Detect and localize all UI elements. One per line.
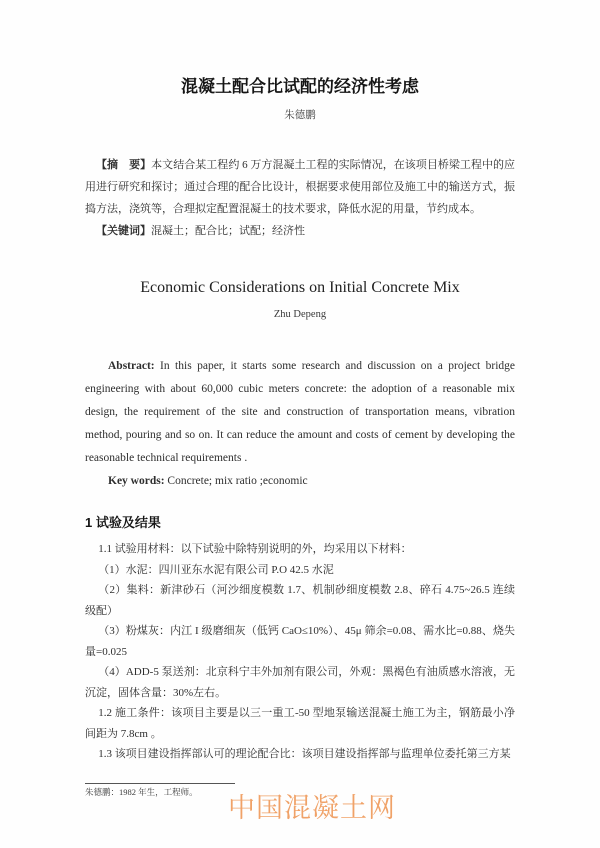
- paragraph-aggregate: （2）集料：新津砂石（河沙细度模数 1.7、机制砂细度模数 2.8、碎石 4.75~26.5 连续级配）: [85, 584, 515, 617]
- author-name-chinese: 朱德鹏: [284, 110, 316, 121]
- chinese-abstract-paragraph: [85, 154, 515, 220]
- english-keywords-label: Key words:: [108, 475, 165, 487]
- paragraph-construction-conditions: 1.2 施工条件：该项目主要是以三一重工-50 型地泵输送混凝土施工为主，钢筋最小净间距为 7.8cm 。: [85, 707, 515, 740]
- english-keywords-line: [85, 470, 515, 493]
- paragraph-cement: （1）水泥：四川亚东水泥有限公司 P.O 42.5 水泥: [98, 563, 334, 576]
- paragraph-pumping-agent: （4）ADD-5 泵送剂：北京科宁丰外加剂有限公司，外观：黑褐色有油质感水溶液，无沉淀，固体含量：30%左右。: [85, 666, 515, 699]
- paper-title-english: Economic Considerations on Initial Concrete Mix: [140, 279, 460, 296]
- english-abstract-block: [85, 355, 515, 493]
- author-footnote: 朱德鹏：1982 年生，工程师。: [85, 786, 198, 797]
- chinese-keywords-label: 【关键词】: [96, 225, 151, 237]
- english-abstract-paragraph: [85, 355, 515, 470]
- chinese-abstract-block: [85, 154, 515, 242]
- paragraph-theoretical-mix: 1.3 该项目建设指挥部认可的理论配合比：该项目建设指挥部与监理单位委托第三方某: [98, 748, 511, 760]
- paper-title-chinese: 混凝土配合比试配的经济性考虑: [181, 77, 419, 96]
- chinese-abstract-text: 本文结合某工程约 6 万方混凝土工程的实际情况，在该项目桥梁工程中的应用进行研究和探讨；通过合理的配合比设计，根据要求使用部位及施工中的输送方式，振捣方法，浇筑等，合理拟定配置混凝土的技术要求，降低水泥的用量，节约成本。: [85, 159, 516, 215]
- section-1-heading: 1 试验及结果: [85, 515, 161, 530]
- paragraph-fly-ash: （3）粉煤灰：内江 I 级磨细灰（低钙 CaO≤10%）、45μ 筛余=0.08、需水比=0.88、烧失量=0.025: [85, 625, 515, 658]
- english-keywords-text: Concrete; mix ratio ;economic: [164, 475, 308, 487]
- english-abstract-text: In this paper, it starts some research and discussion on a project bridge engineering with about 60,000 cubic meters concrete: the adoption of a reasonable mix design, the requirement of the site and construction of transportation means, vibration method, pouring and so on. It can reduce the amount and costs of cement by developing the reasonable technical requirements .: [85, 360, 515, 464]
- section-1-body: [85, 539, 515, 765]
- author-name-english: Zhu Depeng: [273, 309, 327, 320]
- chinese-keywords-text: 混凝土；配合比；试配；经济性: [151, 225, 305, 237]
- paragraph-materials-intro: 1.1 试验用材料：以下试验中除特别说明的外，均采用以下材料：: [98, 543, 412, 555]
- site-watermark: 中国混凝土网: [228, 793, 396, 823]
- english-abstract-label: Abstract:: [108, 360, 155, 372]
- chinese-abstract-label: 【摘 要】: [96, 159, 152, 171]
- footnote-divider: [85, 783, 235, 784]
- chinese-keywords-line: [85, 220, 515, 242]
